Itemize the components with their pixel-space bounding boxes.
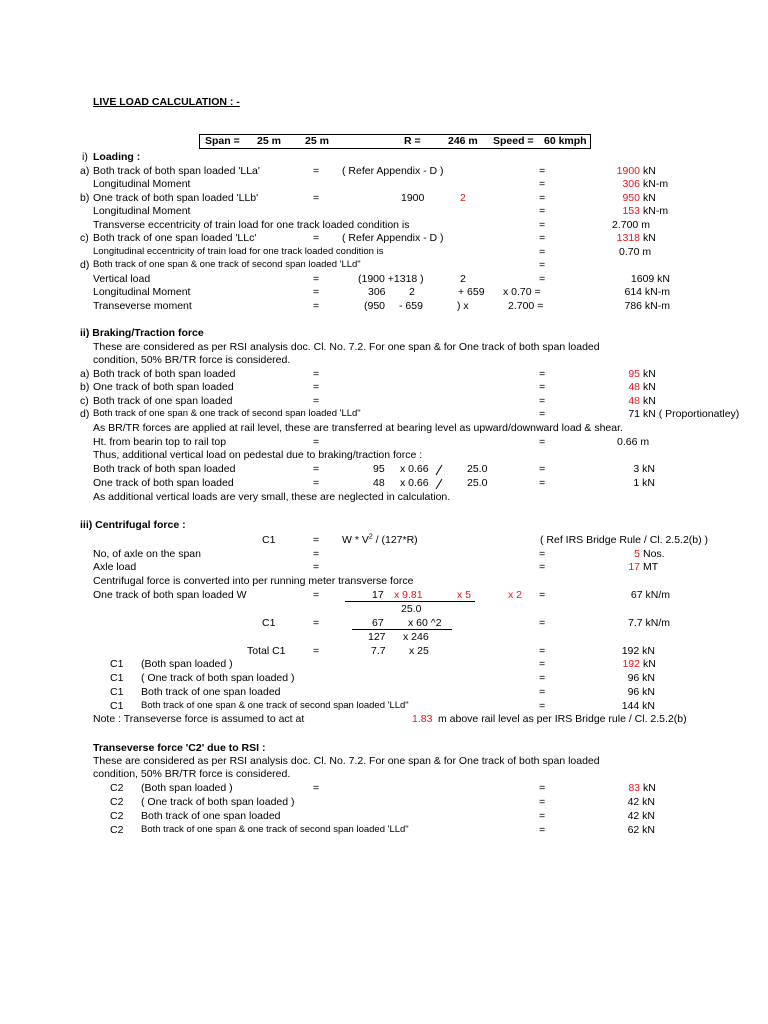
c2-row-value: 62 kN: [627, 824, 655, 836]
height-text: Ht. from bearin top to rail top: [93, 436, 227, 448]
equals: =: [539, 408, 546, 420]
equals: =: [313, 534, 320, 546]
equals: =: [313, 477, 320, 489]
c2-row-label: C2: [110, 796, 124, 808]
brake-c-value: 48: [628, 395, 640, 407]
equals: =: [539, 477, 546, 489]
axle-load-text: Axle load: [93, 561, 137, 573]
total-c1-value: 192 kN: [621, 645, 655, 657]
equals: =: [313, 381, 320, 393]
equals: =: [539, 700, 546, 712]
brake-a-text: Both track of both span loaded: [93, 368, 236, 380]
equals: =: [313, 300, 320, 312]
tm-term-d: 2.700 =: [508, 300, 544, 312]
equals: =: [539, 273, 546, 285]
addl-row1-c: 25.0: [467, 463, 488, 475]
total-c1-b: x 25: [409, 645, 429, 657]
irs-reference: ( Ref IRS Bridge Rule / Cl. 2.5.2(b) ): [540, 534, 709, 546]
brake-d-unit: kN ( Proportionatley): [643, 408, 740, 420]
equals: =: [539, 658, 546, 670]
equals: =: [539, 824, 546, 836]
item-b-unit: kN: [643, 192, 656, 204]
transverse-note-prefix: Note : Transeverse force is assumed to act at: [93, 713, 305, 725]
equals: =: [313, 548, 320, 560]
tm-term-a: (950: [364, 300, 386, 312]
c1-row-label: C1: [110, 686, 124, 698]
brake-d-text: Both track of one span & one track of second span loaded 'LLd": [93, 408, 361, 419]
equals: =: [539, 617, 546, 629]
speed-label: Speed =: [493, 135, 534, 147]
brake-c-label: c): [80, 395, 89, 407]
equals: =: [539, 165, 546, 177]
c1-label: C1: [262, 534, 276, 546]
lm2-text: Longitudinal Moment: [93, 205, 191, 217]
c1-row-value: 96 kN: [627, 672, 655, 684]
c1b-term-d: x 246: [403, 631, 429, 643]
fraction-bar: [345, 601, 475, 602]
c1b-term-a: 67: [372, 617, 384, 629]
division-slash-icon: [435, 478, 443, 490]
tm-term-c: ) x: [457, 300, 469, 312]
lm1-text: Longitudinal Moment: [93, 178, 191, 190]
c2-section-heading: Transeverse force 'C2' due to RSI :: [93, 742, 266, 754]
addl-row1-value: 3 kN: [633, 463, 655, 475]
w-text: One track of both span loaded W: [93, 589, 247, 601]
addl-row2-text: One track of both span loaded: [93, 477, 234, 489]
equals: =: [539, 205, 546, 217]
total-c1-label: Total C1: [247, 645, 286, 657]
equals: =: [313, 286, 320, 298]
item-b-text: One track of both span loaded 'LLb': [93, 192, 259, 204]
lm2-unit: kN-m: [643, 205, 669, 217]
c1b-value: 7.7 kN/m: [627, 617, 670, 629]
equals: =: [539, 178, 546, 190]
brake-b-unit: kN: [643, 381, 656, 393]
item-c-reference: ( Refer Appendix - D ): [342, 232, 444, 244]
axle-count-unit: Nos.: [643, 548, 665, 560]
section-ii-paragraph-line2: condition, 50% BR/TR force is considered.: [93, 354, 291, 366]
equals: =: [539, 395, 546, 407]
span-label: Span =: [205, 135, 240, 147]
axle-load-value: 17: [628, 561, 640, 573]
w-term-d: x 2: [508, 589, 523, 601]
addl-row2-c: 25.0: [467, 477, 488, 489]
brake-b-value: 48: [628, 381, 640, 393]
c1-row-unit: kN: [643, 658, 656, 670]
c1-row-text: Both track of one span loaded: [141, 686, 281, 698]
c2-row-text: ( One track of both span loaded ): [141, 796, 295, 808]
c2-row-unit: kN: [643, 782, 656, 794]
c1b-term-c: 127: [368, 631, 386, 643]
item-b-label: b): [80, 192, 90, 204]
fraction-bar: [352, 629, 452, 630]
c2-row-label: C2: [110, 824, 124, 836]
c1-row-label: C1: [110, 700, 124, 712]
c1-row-value: 96 kN: [627, 686, 655, 698]
item-b-calc: 1900: [401, 192, 425, 204]
item-d-label: d): [80, 259, 90, 271]
equals: =: [313, 782, 320, 794]
lm1-unit: kN-m: [643, 178, 669, 190]
item-a-value: 1900: [616, 165, 640, 177]
equals: =: [539, 672, 546, 684]
brake-a-label: a): [80, 368, 90, 380]
brake-d-label: d): [80, 408, 90, 420]
conversion-note: Centrifugal force is converted into per running meter transverse force: [93, 575, 414, 587]
brake-b-label: b): [80, 381, 90, 393]
equals: =: [313, 463, 320, 475]
section-i-number: i): [82, 151, 88, 163]
equals: =: [539, 381, 546, 393]
transverse-moment-value: 786 kN-m: [624, 300, 670, 312]
equals: =: [539, 246, 546, 258]
c2-row-value: 83: [628, 782, 640, 794]
equals: =: [539, 219, 546, 231]
equals: =: [539, 645, 546, 657]
radius-label: R =: [404, 135, 421, 147]
speed-value: 60 kmph: [544, 135, 587, 147]
equals: =: [539, 436, 546, 448]
item-d-text: Both track of one span & one track of second span loaded 'LLd": [93, 259, 361, 270]
addl-row1-a: 95: [373, 463, 385, 475]
item-c-unit: kN: [643, 232, 656, 244]
c1-row-label: C1: [110, 672, 124, 684]
axle-load-unit: MT: [643, 561, 659, 573]
axle-count-text: No, of axle on the span: [93, 548, 201, 560]
addl-row2-a: 48: [373, 477, 385, 489]
height-value: 0.66 m: [617, 436, 650, 448]
lm3-term-a: 306: [368, 286, 386, 298]
c1-formula: W * $V^2 / (127*R)$: [342, 533, 418, 546]
equals: =: [313, 165, 320, 177]
c2-paragraph-line2: condition, 50% BR/TR force is considered.: [93, 768, 291, 780]
equals: =: [539, 463, 546, 475]
w-denominator: 25.0: [401, 603, 422, 615]
equals: =: [313, 273, 320, 285]
transverse-eccentricity-value: 2.700 m: [612, 219, 650, 231]
brake-a-unit: kN: [643, 368, 656, 380]
equals: =: [313, 589, 320, 601]
item-c-label: c): [80, 232, 89, 244]
equals: =: [313, 232, 320, 244]
item-a-label: a): [80, 165, 90, 177]
longitudinal-eccentricity-value: 0.70 m: [619, 246, 652, 258]
section-ii-heading: ii) Braking/Traction force: [80, 327, 204, 339]
equals: =: [313, 368, 320, 380]
lm3-term-b: 2: [409, 286, 415, 298]
c1-row-label: C1: [110, 658, 124, 670]
c2-row-value: 42 kN: [627, 796, 655, 808]
c2-paragraph-line1: These are considered as per RSI analysis doc. Cl. No. 7.2. For one span & for One track of both span loaded: [93, 755, 600, 767]
c2-row-value: 42 kN: [627, 810, 655, 822]
span1-value: 25 m: [257, 135, 281, 147]
addl-row2-b: x 0.66: [400, 477, 429, 489]
c1-row-text: Both track of one span & one track of second span loaded 'LLd": [141, 700, 409, 711]
w-term-a: 17: [372, 589, 384, 601]
brake-c-unit: kN: [643, 395, 656, 407]
tm-term-b: - 659: [399, 300, 423, 312]
equals: =: [539, 232, 546, 244]
item-c-value: 1318: [616, 232, 640, 244]
item-a-text: Both track of both span loaded 'LLa': [93, 165, 260, 177]
equals: =: [539, 548, 546, 560]
c1-row-text: (Both span loaded ): [141, 658, 233, 670]
transverse-note-height: 1.83: [412, 713, 433, 725]
item-c-text: Both track of one span loaded 'LLc': [93, 232, 257, 244]
w-term-c: x 5: [457, 589, 472, 601]
w-value: 67 kN/m: [630, 589, 670, 601]
c2-row-label: C2: [110, 782, 124, 794]
c2-row-label: C2: [110, 810, 124, 822]
transverse-note-suffix: m above rail level as per IRS Bridge rule / Cl. 2.5.2(b): [438, 713, 687, 725]
section-i-heading: Loading :: [93, 151, 141, 163]
c1-row-value: 144 kN: [621, 700, 655, 712]
c2-row-text: Both track of one span & one track of second span loaded 'LLd": [141, 824, 409, 835]
item-a-reference: ( Refer Appendix - D ): [342, 165, 444, 177]
c2-row-text: (Both span loaded ): [141, 782, 233, 794]
addl-row1-b: x 0.66: [400, 463, 429, 475]
transverse-eccentricity-text: Transverse eccentricity of train load for one track loaded condition is: [93, 219, 410, 231]
equals: =: [539, 192, 546, 204]
lm3-value: 614 kN-m: [624, 286, 670, 298]
brake-c-text: Both track of one span loaded: [93, 395, 233, 407]
span2-value: 25 m: [305, 135, 329, 147]
c1b-term-b: x 60 ^2: [408, 617, 442, 629]
neglect-note: As additional vertical loads are very small, these are neglected in calculation.: [93, 491, 451, 503]
c1-row-value: 192: [622, 658, 640, 670]
equals: =: [313, 645, 320, 657]
w-term-b: x 9.81: [394, 589, 423, 601]
brake-a-value: 95: [628, 368, 640, 380]
equals: =: [313, 192, 320, 204]
section-ii-paragraph-line1: These are considered as per RSI analysis doc. Cl. No. 7.2. For one span & for One track of both span loaded: [93, 341, 600, 353]
equals: =: [313, 561, 320, 573]
total-c1-a: 7.7: [371, 645, 386, 657]
vertical-load-value: 1609 kN: [630, 273, 670, 285]
division-slash-icon: [435, 464, 443, 476]
brake-d-value: 71: [628, 408, 640, 420]
brtr-note: As BR/TR forces are applied at rail level, these are transferred at bearing level as upward/downward load & shear.: [93, 422, 623, 434]
addl-row1-text: Both track of both span loaded: [93, 463, 236, 475]
brake-b-text: One track of both span loaded: [93, 381, 234, 393]
item-b-value: 950: [622, 192, 640, 204]
c2-row-text: Both track of one span loaded: [141, 810, 281, 822]
equals: =: [539, 686, 546, 698]
section-iii-heading: iii) Centrifugal force :: [80, 519, 186, 531]
equals: =: [313, 617, 320, 629]
equals: =: [539, 810, 546, 822]
equals: =: [539, 368, 546, 380]
addl-row2-value: 1 kN: [633, 477, 655, 489]
radius-value: 246 m: [448, 135, 478, 147]
longitudinal-eccentricity-text: Longitudinal eccentricity of train load for one track loaded condition is: [93, 246, 384, 257]
c1b-label: C1: [262, 617, 276, 629]
equals: =: [539, 782, 546, 794]
equals: =: [313, 436, 320, 448]
lm2-value: 153: [622, 205, 640, 217]
equals: =: [539, 259, 546, 271]
additional-load-intro: Thus, additional vertical load on pedestal due to braking/traction force :: [93, 449, 423, 461]
lm3-text: Longitudinal Moment: [93, 286, 191, 298]
page-title: LIVE LOAD CALCULATION : -: [93, 96, 240, 108]
axle-count-value: 5: [634, 548, 640, 560]
item-a-unit: kN: [643, 165, 656, 177]
c1-row-text: ( One track of both span loaded ): [141, 672, 295, 684]
lm1-value: 306: [622, 178, 640, 190]
equals: =: [539, 589, 546, 601]
lm3-term-c: + 659: [458, 286, 485, 298]
lm3-term-d: x 0.70 =: [503, 286, 541, 298]
equals: =: [539, 561, 546, 573]
item-b-divisor: 2: [460, 192, 466, 204]
vertical-load-divisor: 2: [460, 273, 466, 285]
vertical-load-text: Vertical load: [93, 273, 151, 285]
transverse-moment-text: Transeverse moment: [93, 300, 192, 312]
equals: =: [539, 796, 546, 808]
vertical-load-calc: (1900 +1318 ): [358, 273, 424, 285]
equals: =: [313, 395, 320, 407]
